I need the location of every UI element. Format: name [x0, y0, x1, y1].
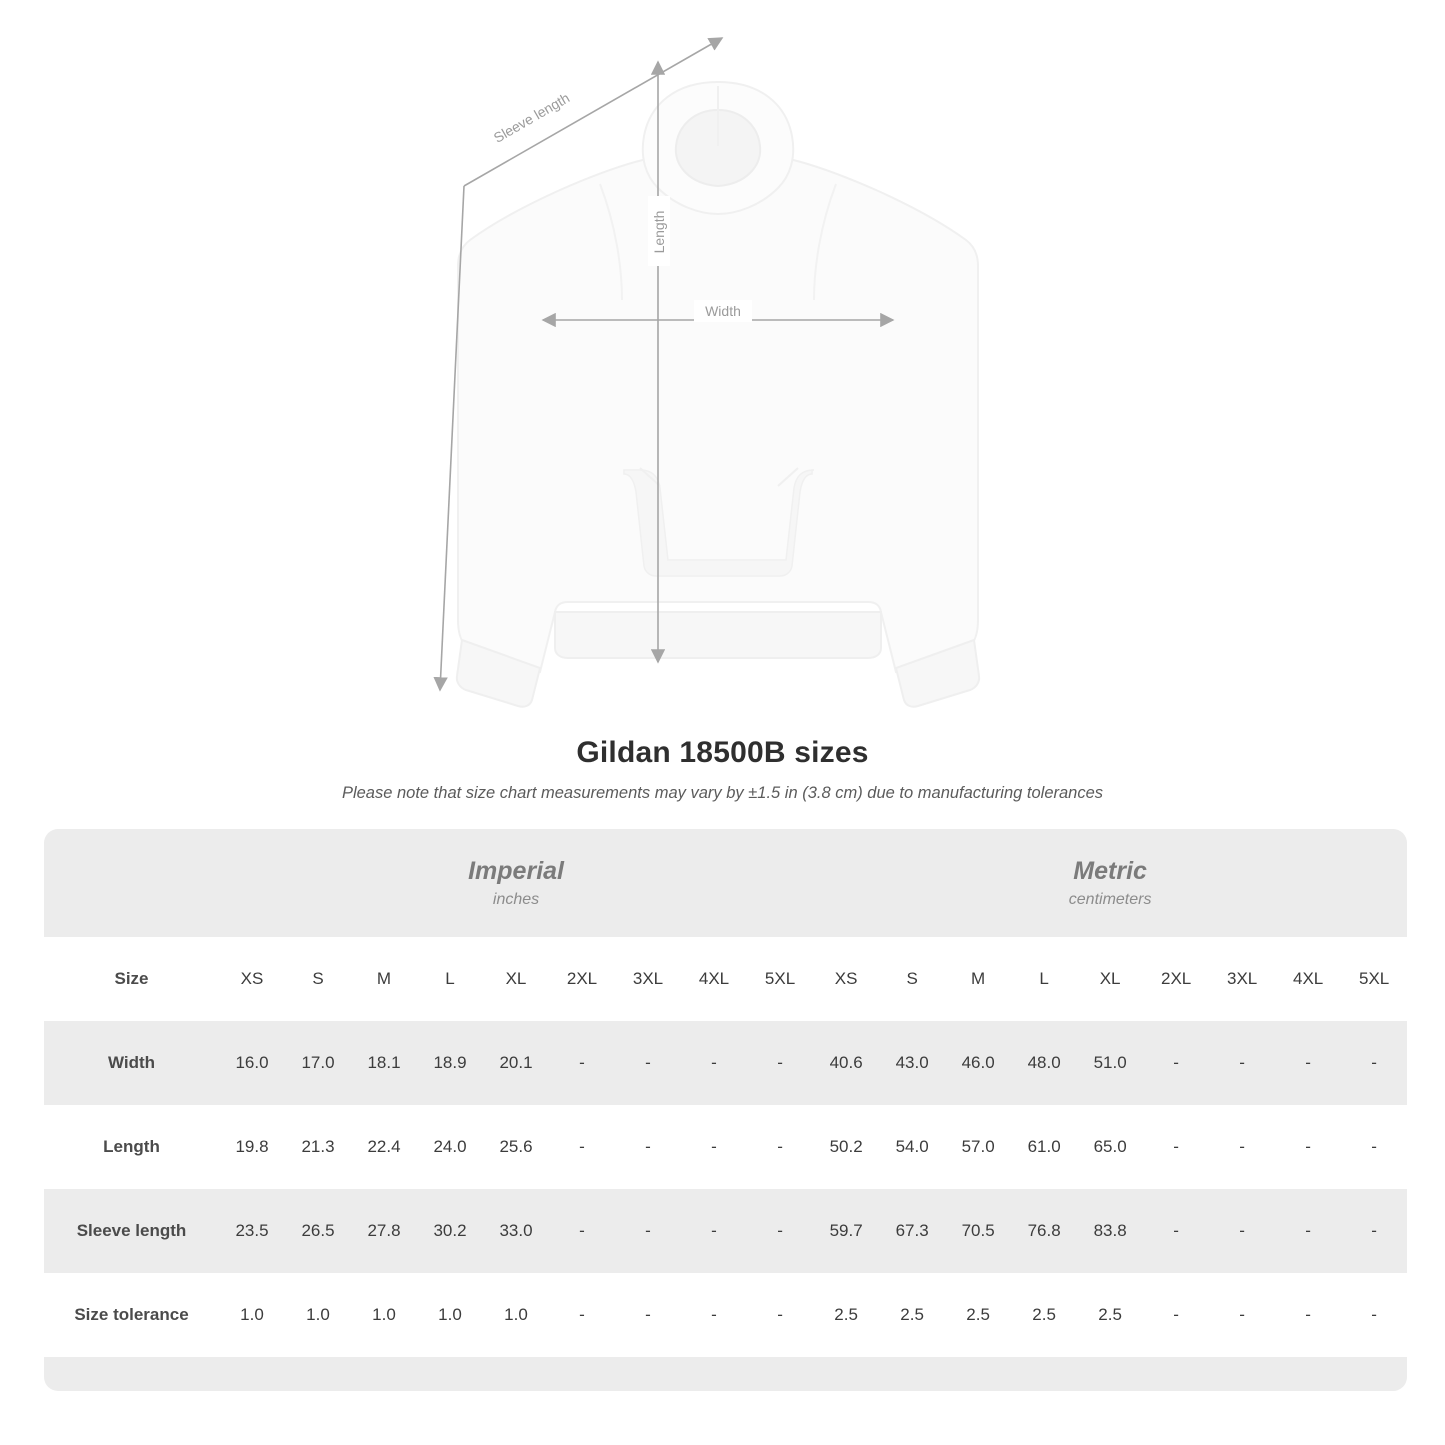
size-table-wrapper [44, 829, 1401, 1391]
cell-length-imperial-4xl: - [681, 1105, 747, 1189]
length-label: Length [651, 210, 667, 254]
hoodie-graphic [457, 82, 979, 707]
table-corner [44, 829, 219, 937]
size-table [44, 829, 1407, 1391]
cell-tolerance-imperial-xl: 1.0 [483, 1273, 549, 1357]
cell-tolerance-metric-xl: 2.5 [1077, 1273, 1143, 1357]
cell-length-metric-xs: 50.2 [813, 1105, 879, 1189]
cell-tolerance-metric-3xl: - [1209, 1273, 1275, 1357]
cell-tolerance-metric-xs: 2.5 [813, 1273, 879, 1357]
table-row [44, 1273, 1407, 1357]
row-label-width: Width [44, 1021, 219, 1105]
cell-width-metric-xl: 51.0 [1077, 1021, 1143, 1105]
size-header-metric-s: S [879, 937, 945, 1021]
cell-length-metric-l: 61.0 [1011, 1105, 1077, 1189]
cell-length-metric-m: 57.0 [945, 1105, 1011, 1189]
sleeve-length-label: Sleeve length [490, 89, 573, 146]
size-header-imperial-xs: XS [219, 937, 285, 1021]
size-header-metric-4xl: 4XL [1275, 937, 1341, 1021]
cell-sleeve-imperial-3xl: - [615, 1189, 681, 1273]
cell-width-imperial-5xl: - [747, 1021, 813, 1105]
cell-width-imperial-s: 17.0 [285, 1021, 351, 1105]
cell-sleeve-metric-2xl: - [1143, 1189, 1209, 1273]
row-label-size-tolerance: Size tolerance [44, 1273, 219, 1357]
cell-width-imperial-4xl: - [681, 1021, 747, 1105]
cell-width-imperial-3xl: - [615, 1021, 681, 1105]
footer-cell [44, 1357, 219, 1391]
cell-sleeve-imperial-2xl: - [549, 1189, 615, 1273]
cell-length-metric-3xl: - [1209, 1105, 1275, 1189]
cell-length-metric-xl: 65.0 [1077, 1105, 1143, 1189]
size-header-metric-5xl: 5XL [1341, 937, 1407, 1021]
table-row [44, 1021, 1407, 1105]
imperial-header [219, 829, 813, 937]
size-header-imperial-4xl: 4XL [681, 937, 747, 1021]
cell-sleeve-metric-l: 76.8 [1011, 1189, 1077, 1273]
size-header-row [44, 937, 1407, 1021]
cell-tolerance-imperial-xs: 1.0 [219, 1273, 285, 1357]
cell-width-metric-l: 48.0 [1011, 1021, 1077, 1105]
cell-sleeve-imperial-l: 30.2 [417, 1189, 483, 1273]
size-header-imperial-5xl: 5XL [747, 937, 813, 1021]
imperial-unit: inches [492, 891, 540, 909]
cell-width-imperial-m: 18.1 [351, 1021, 417, 1105]
cell-tolerance-metric-m: 2.5 [945, 1273, 1011, 1357]
cell-tolerance-imperial-l: 1.0 [417, 1273, 483, 1357]
size-header-imperial-2xl: 2XL [549, 937, 615, 1021]
chart-heading [0, 736, 1445, 803]
cell-length-imperial-s: 21.3 [285, 1105, 351, 1189]
cell-sleeve-metric-3xl: - [1209, 1189, 1275, 1273]
cell-sleeve-imperial-m: 27.8 [351, 1189, 417, 1273]
tolerance-note: Please note that size chart measurements may vary by ±1.5 in (3.8 cm) due to manufacturing tolerances [341, 784, 1104, 802]
cell-sleeve-imperial-xs: 23.5 [219, 1189, 285, 1273]
cell-sleeve-imperial-5xl: - [747, 1189, 813, 1273]
cell-width-imperial-l: 18.9 [417, 1021, 483, 1105]
footer-cell [219, 1357, 813, 1391]
row-label-sleeve-length: Sleeve length [44, 1189, 219, 1273]
cell-length-imperial-xs: 19.8 [219, 1105, 285, 1189]
unit-system-header-row [44, 829, 1407, 937]
cell-length-imperial-m: 22.4 [351, 1105, 417, 1189]
size-header-imperial-l: L [417, 937, 483, 1021]
width-label: Width [705, 303, 741, 319]
cell-width-metric-4xl: - [1275, 1021, 1341, 1105]
table-row [44, 1189, 1407, 1273]
imperial-label: Imperial [468, 856, 564, 885]
size-header-metric-xl: XL [1077, 937, 1143, 1021]
cell-sleeve-metric-m: 70.5 [945, 1189, 1011, 1273]
cell-sleeve-imperial-s: 26.5 [285, 1189, 351, 1273]
metric-unit: centimeters [1068, 891, 1152, 909]
cell-tolerance-imperial-s: 1.0 [285, 1273, 351, 1357]
cell-sleeve-metric-xl: 83.8 [1077, 1189, 1143, 1273]
size-header-label: Size [44, 937, 219, 1021]
cell-tolerance-imperial-5xl: - [747, 1273, 813, 1357]
cell-length-metric-2xl: - [1143, 1105, 1209, 1189]
cell-width-metric-m: 46.0 [945, 1021, 1011, 1105]
cell-length-imperial-2xl: - [549, 1105, 615, 1189]
cell-tolerance-imperial-4xl: - [681, 1273, 747, 1357]
garment-illustration [0, 0, 1445, 718]
cell-width-imperial-2xl: - [549, 1021, 615, 1105]
size-header-metric-m: M [945, 937, 1011, 1021]
cell-length-imperial-5xl: - [747, 1105, 813, 1189]
cell-length-imperial-l: 24.0 [417, 1105, 483, 1189]
cell-tolerance-imperial-2xl: - [549, 1273, 615, 1357]
cell-tolerance-metric-l: 2.5 [1011, 1273, 1077, 1357]
cell-width-metric-xs: 40.6 [813, 1021, 879, 1105]
cell-sleeve-metric-5xl: - [1341, 1189, 1407, 1273]
size-header-imperial-3xl: 3XL [615, 937, 681, 1021]
cell-length-metric-5xl: - [1341, 1105, 1407, 1189]
size-header-metric-xs: XS [813, 937, 879, 1021]
cell-sleeve-metric-s: 67.3 [879, 1189, 945, 1273]
cell-width-metric-5xl: - [1341, 1021, 1407, 1105]
size-header-metric-l: L [1011, 937, 1077, 1021]
cell-tolerance-imperial-3xl: - [615, 1273, 681, 1357]
footer-cell [813, 1357, 1407, 1391]
cell-width-metric-s: 43.0 [879, 1021, 945, 1105]
cell-tolerance-metric-5xl: - [1341, 1273, 1407, 1357]
size-header-metric-2xl: 2XL [1143, 937, 1209, 1021]
cell-length-imperial-3xl: - [615, 1105, 681, 1189]
cell-tolerance-metric-2xl: - [1143, 1273, 1209, 1357]
size-header-imperial-xl: XL [483, 937, 549, 1021]
cell-length-imperial-xl: 25.6 [483, 1105, 549, 1189]
table-footer-strip [44, 1357, 1407, 1391]
size-header-imperial-s: S [285, 937, 351, 1021]
cell-length-metric-4xl: - [1275, 1105, 1341, 1189]
cell-sleeve-metric-xs: 59.7 [813, 1189, 879, 1273]
size-header-metric-3xl: 3XL [1209, 937, 1275, 1021]
cell-sleeve-imperial-4xl: - [681, 1189, 747, 1273]
cell-sleeve-metric-4xl: - [1275, 1189, 1341, 1273]
metric-label: Metric [1073, 856, 1147, 885]
cell-tolerance-metric-s: 2.5 [879, 1273, 945, 1357]
row-label-length: Length [44, 1105, 219, 1189]
cell-sleeve-imperial-xl: 33.0 [483, 1189, 549, 1273]
cell-width-metric-2xl: - [1143, 1021, 1209, 1105]
cell-tolerance-metric-4xl: - [1275, 1273, 1341, 1357]
cell-width-metric-3xl: - [1209, 1021, 1275, 1105]
size-header-imperial-m: M [351, 937, 417, 1021]
cell-tolerance-imperial-m: 1.0 [351, 1273, 417, 1357]
table-row [44, 1105, 1407, 1189]
cell-length-metric-s: 54.0 [879, 1105, 945, 1189]
metric-header [813, 829, 1407, 937]
cell-width-imperial-xl: 20.1 [483, 1021, 549, 1105]
page-title: Gildan 18500B sizes [576, 736, 869, 769]
cell-width-imperial-xs: 16.0 [219, 1021, 285, 1105]
